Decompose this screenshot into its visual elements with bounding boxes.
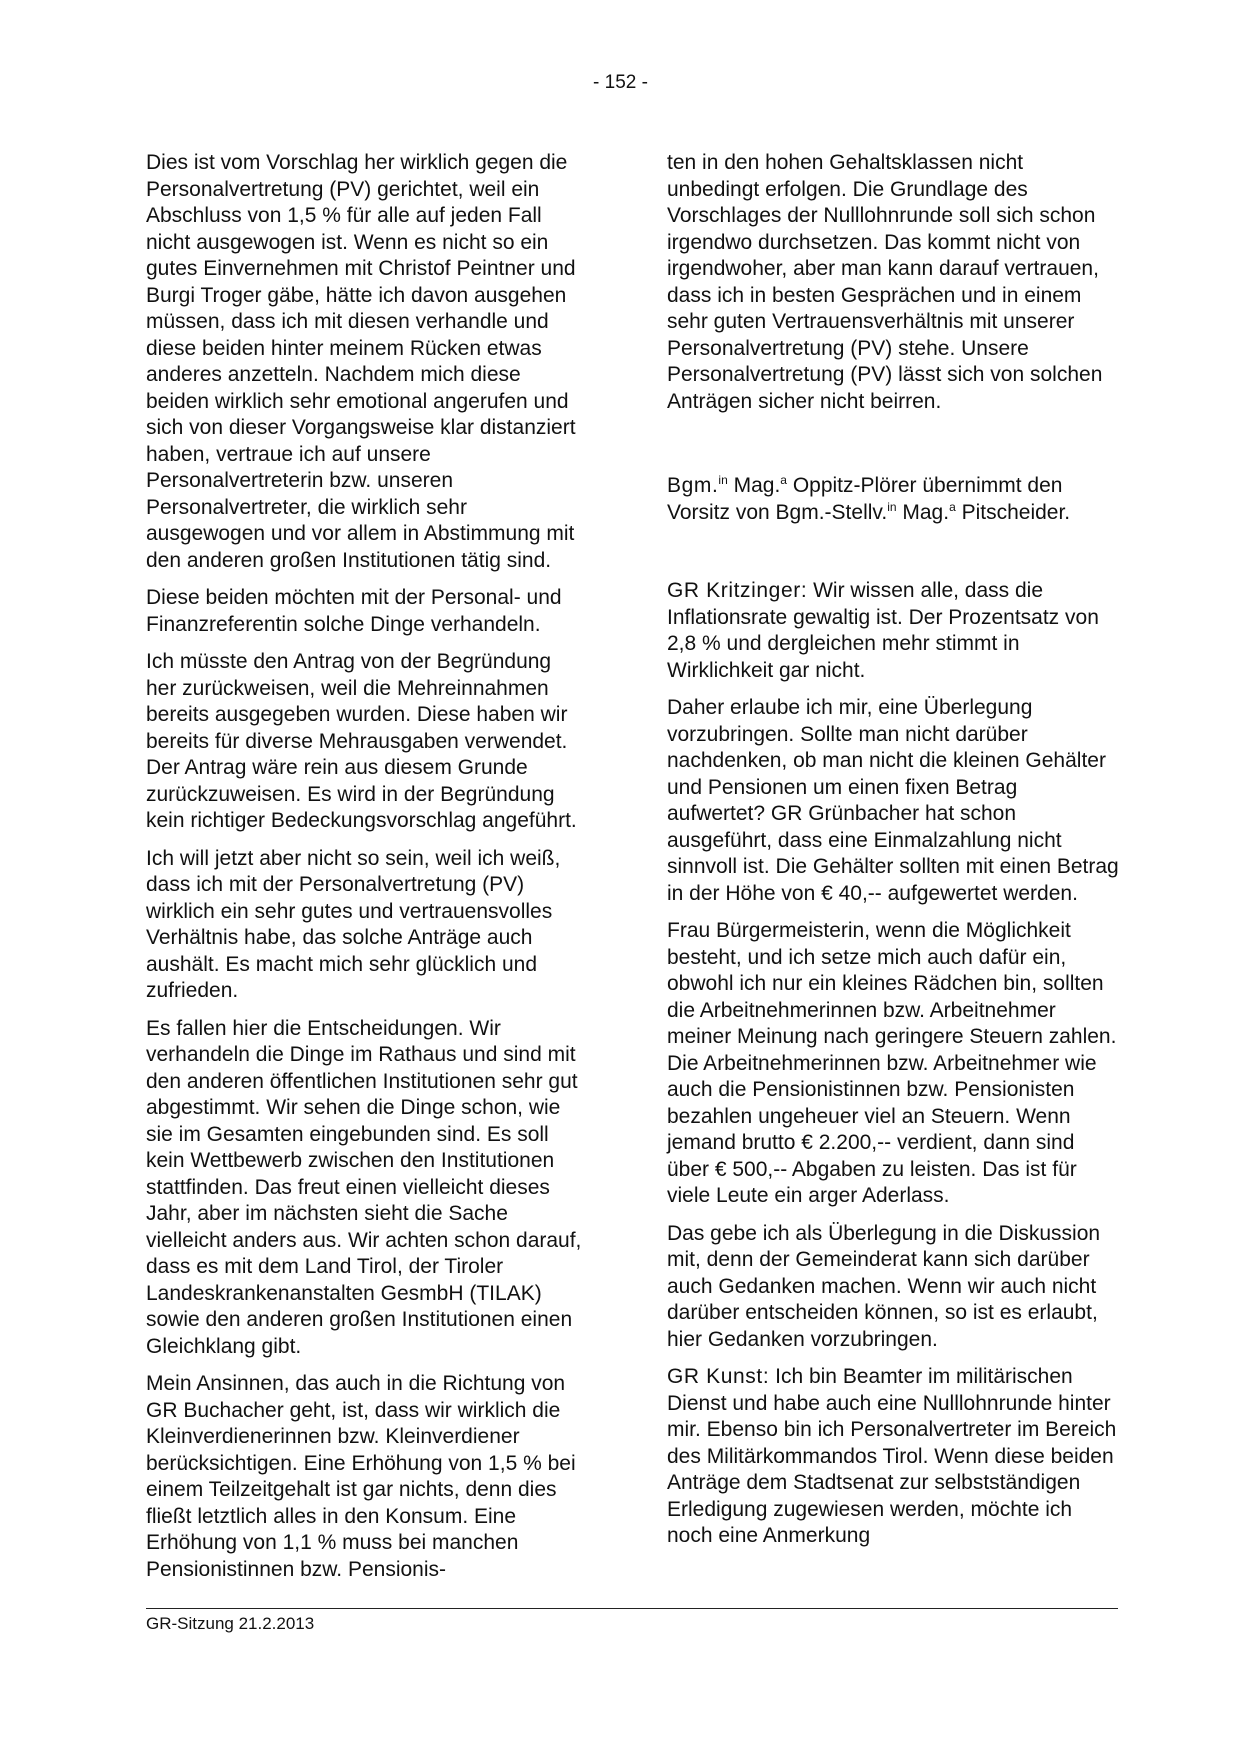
right-column: [667, 150, 1119, 1561]
speech-kunst: [667, 1364, 1119, 1550]
paragraph: Es fallen hier die Entscheidungen. Wir verhandeln die Dinge im Rathaus und sind mit den anderen öffentlichen Institutionen sehr gut abgestimmt. Wir sehen die Dinge schon, wie sie im Gesamten eingebunden sind. Es soll kein Wettbewerb zwischen den Institutionen stattfinden. Das freut einen vielleicht dieses Jahr, aber im nächsten sieht die Sache vielleicht anders aus. Wir achten schon darauf, dass es mit dem Land Tirol, der Tiroler Landeskrankenanstalten GesmbH (TILAK) sowie den anderen großen Institutionen einen Gleichklang gibt.: [146, 1016, 582, 1358]
paragraph: Frau Bürgermeisterin, wenn die Möglichkeit besteht, und ich setze mich auch dafür ein, obwohl ich nur ein kleines Rädchen bin, sollten die Arbeitnehmerinnen bzw. Arbeitnehmer meiner Meinung nach geringere Steuern zahlen. Die Arbeitnehmerinnen bzw. Arbeitnehmer wie auch die Pensionistinnen bzw. Pensionisten bezahlen ungeheuer viel an Steuern. Wenn jemand brutto € 2.200,-- verdient, dann sind über € 500,-- Abgaben zu leisten. Das ist für viele Leute ein arger Aderlass.: [667, 919, 1117, 1207]
paragraph: Das gebe ich als Überlegung in die Diskussion mit, denn der Gemeinderat kann sich darüber auch Gedanken machen. Wenn wir auch nicht darüber entscheiden können, so ist es erlaubt, hier Gedanken vorzubringen.: [667, 1221, 1101, 1351]
paragraph: Diese beiden möchten mit der Personal- und Finanzreferentin solche Dinge verhandeln.: [146, 586, 562, 636]
paragraph: Dies ist vom Vorschlag her wirklich gegen die Personalvertretung (PV) gerichtet, weil ein Abschluss von 1,5 % für alle auf jeden Fall nicht ausgewogen ist. Wenn es nicht so ein gutes Einvernehmen mit Christof Peintner und Burgi Troger gäbe, hätte ich davon ausgehen müssen, dass ich mit diesen verhandle und diese beiden hinter meinem Rücken etwas anderes anzetteln. Nachdem mich diese beiden wirklich sehr emotional angerufen und sich von dieser Vorgangsweise klar distanziert haben, vertraue ich auf unsere Personalvertreterin bzw. unseren Personalvertreter, die wirklich sehr ausgewogen und vor allem in Abstimmung mit den anderen großen Institutionen tätig sind.: [146, 151, 576, 572]
chair-text: Oppitz-Plörer übernimmt den Vorsitz von Bgm.-Stellv.: [667, 474, 1063, 524]
page-number: - 152 -: [593, 72, 648, 93]
speech-kritzinger: [667, 578, 1119, 684]
speaker-name: GR Kritzinger:: [667, 579, 808, 602]
left-column: [146, 150, 586, 1594]
paragraph: Daher erlaube ich mir, eine Überlegung vorzubringen. Sollte man nicht darüber nachdenken, ob man nicht die kleinen Gehälter und Pensionen um einen fixen Betrag aufwertet? GR Grünbacher hat schon ausgeführt, dass eine Einmalzahlung nicht sinnvoll ist. Die Gehälter sollten mit einen Betrag in der Höhe von € 40,-- aufgewertet werden.: [667, 696, 1119, 905]
superscript: in: [718, 473, 728, 487]
chair-change-note: [667, 473, 1119, 526]
superscript: a: [949, 499, 956, 514]
speaker-name: GR Kunst:: [667, 1365, 770, 1388]
paragraph: Ich will jetzt aber nicht so sein, weil ich weiß, dass ich mit der Personalvertretung (PV) wirklich ein sehr gutes und vertrauensvolles Verhältnis habe, das solche Anträge auch aushält. Es macht mich sehr glücklich und zufrieden.: [146, 846, 561, 1002]
title-text: Mag.: [896, 500, 950, 524]
paragraph: Ich müsste den Antrag von der Begründung her zurückweisen, weil die Mehreinnahmen bereits ausgegeben wurden. Diese haben wir bereits für diverse Mehrausgaben verwendet. Der Antrag wäre rein aus diesem Grunde zurückzuweisen. Es wird in der Begründung kein richtiger Bedeckungsvorschlag angeführt.: [146, 650, 577, 832]
chair-text: Pitscheider.: [955, 500, 1071, 524]
paragraph: Mein Ansinnen, das auch in die Richtung von GR Buchacher geht, ist, dass wir wirklich die Kleinverdienerinnen bzw. Kleinverdiener berücksichtigen. Eine Erhöhung von 1,5 % bei einem Teilzeitgehalt ist gar nichts, denn dies fließt letztlich alles in den Konsum. Eine Erhöhung von 1,1 % muss bei manchen Pensionistinnen bzw. Pensionis-: [146, 1372, 576, 1581]
title-text: Mag.: [727, 474, 781, 497]
footer-text: GR-Sitzung 21.2.2013: [146, 1614, 315, 1633]
footer-divider: [146, 1608, 1118, 1609]
paragraph: ten in den hohen Gehaltsklassen nicht unbedingt erfolgen. Die Grundlage des Vorschlages der Nulllohnrunde soll sich schon irgendwo durchsetzen. Das kommt nicht von irgendwoher, aber man kann darauf vertrauen, dass ich in besten Gesprächen und in einem sehr guten Vertrauensverhältnis mit unserer Personalvertretung (PV) stehe. Unsere Personalvertretung (PV) lässt sich von solchen Anträgen sicher nicht beirren.: [667, 151, 1103, 413]
speech-text: Ich bin Beamter im militärischen Dienst und habe auch eine Nulllohnrunde hinter mir. Ebenso bin ich Personalvertreter im Bereich des Militärkommandos Tirol. Wenn diese beiden Anträge dem Stadtsenat zur selbstständigen Erledigung zugewiesen werden, möchte ich noch eine Anmerkung: [667, 1365, 1117, 1547]
superscript: in: [887, 499, 897, 514]
speech-text: Wir wissen alle, dass die Inflationsrate gewaltig ist. Der Prozentsatz von 2,8 % und dergleichen mehr stimmt in Wirklichkeit gar nicht.: [667, 579, 1099, 682]
superscript: a: [780, 473, 787, 487]
chair-speaker: Bgm.: [667, 474, 719, 497]
